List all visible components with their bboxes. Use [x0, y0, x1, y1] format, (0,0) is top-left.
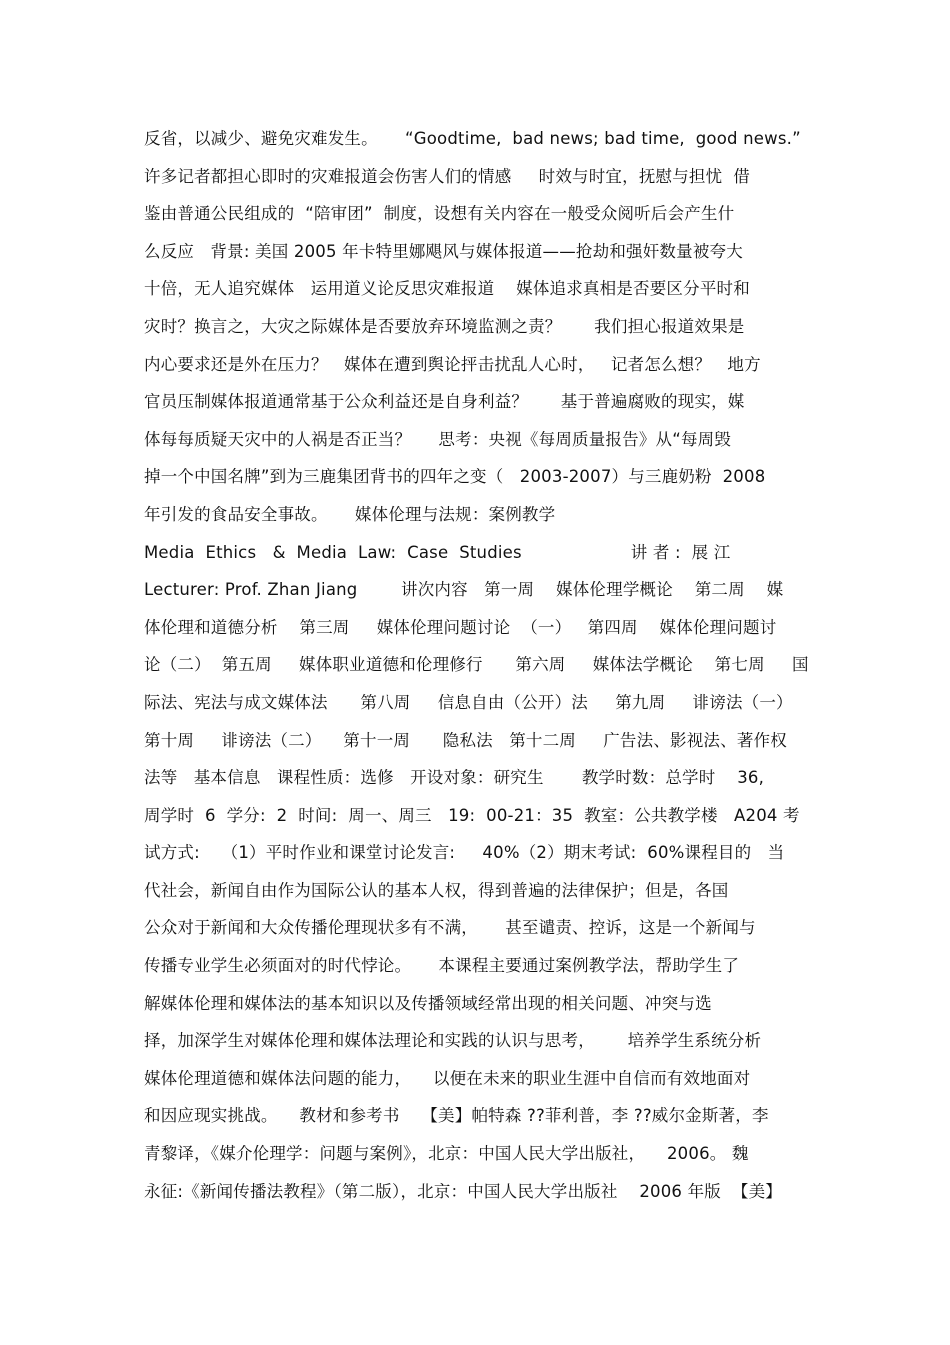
text-line: 内心要求还是外在压力？ 媒体在遭到舆论抨击扰乱人心时， 记者怎么想？ 地方: [144, 354, 761, 374]
body-text: [144, 120, 810, 1210]
text-line: 么反应 背景: 美国 2005 年卡特里娜飓风与媒体报道——抢劫和强奸数量被夸大: [144, 241, 743, 261]
text-line: 第十周 诽谤法（二） 第十一周 隐私法 第十二周 广告法、影视法、著作权: [144, 730, 787, 750]
text-line: 试方式: （1）平时作业和课堂讨论发言: 40%（2）期末考试: 60%课程目的 当: [144, 843, 785, 863]
text-line: 解媒体伦理和媒体法的基本知识以及传播领域经常出现的相关问题、冲突与选: [144, 993, 712, 1013]
text-line: 择，加深学生对媒体伦理和媒体法理论和实践的认识与思考， 培养学生系统分析: [144, 1031, 762, 1051]
text-line: 反省，以减少、避免灾难发生。 “Goodtime, bad news; bad time, good news.”: [144, 129, 801, 148]
text-line: 代社会，新闻自由作为国际公认的基本人权，得到普遍的法律保护；但是，各国: [144, 880, 729, 900]
text-line: 青黎译，《媒介伦理学：问题与案例》，北京：中国人民大学出版社， 2006。 魏: [144, 1144, 749, 1164]
text-line: Lecturer: Prof. Zhan Jiang 讲次内容 第一周 媒体伦理学概论 第二周 媒: [144, 580, 784, 600]
text-line: 体每每质疑天灾中的人祸是否正当？ 思考：央视《每周质量报告》从“每周毁: [144, 429, 732, 449]
text-line: 周学时 6 学分: 2 时间: 周一、周三 19: 00-21：35 教室：公共教学楼 A204 考: [144, 805, 800, 825]
text-line: 体伦理和道德分析 第三周 媒体伦理问题讨论 （一） 第四周 媒体伦理问题讨: [144, 617, 777, 637]
text-line: 年引发的食品安全事故。 媒体伦理与法规：案例教学: [144, 504, 556, 524]
text-line: 灾时？换言之，大灾之际媒体是否要放弃环境监测之责？ 我们担心报道效果是: [144, 316, 745, 336]
text-line: 公众对于新闻和大众传播伦理现状多有不满， 甚至谴责、控诉，这是一个新闻与: [144, 918, 756, 938]
text-line: 论（二） 第五周 媒体职业道德和伦理修行 第六周 媒体法学概论 第七周 国: [144, 655, 809, 675]
text-line: 法等 基本信息 课程性质：选修 开设对象：研究生 教学时数：总学时 36,: [144, 768, 765, 788]
text-line: 官员压制媒体报道通常基于公众利益还是自身利益？ 基于普遍腐败的现实，媒: [144, 392, 745, 412]
text-line: 和因应现实挑战。 教材和参考书 【美】帕特森 ??菲利普，李 ??威尔金斯著，李: [144, 1106, 769, 1126]
text-line: 永征:《新闻传播法教程》（第二版），北京：中国人民大学出版社 2006 年版 【美】: [144, 1181, 782, 1201]
text-line: 鉴由普通公民组成的 “陪审团” 制度，设想有关内容在一般受众阅听后会产生什: [144, 204, 735, 224]
text-line: Media Ethics & Media Law: Case Studies 讲 者 : 展 江: [144, 542, 731, 562]
text-line: 掉一个中国名牌”到为三鹿集团背书的四年之变（ 2003-2007）与三鹿奶粉 2008: [144, 467, 766, 487]
text-line: 传播专业学生必须面对的时代悖论。 本课程主要通过案例教学法，帮助学生了: [144, 956, 740, 976]
text-line: 许多记者都担心即时的灾难报道会伤害人们的情感 时效与时宜，抚慰与担忧 借: [144, 166, 750, 186]
text-line: 媒体伦理道德和媒体法问题的能力， 以便在未来的职业生涯中自信而有效地面对: [144, 1068, 751, 1088]
text-line: 十倍，无人追究媒体 运用道义论反思灾难报道 媒体追求真相是否要区分平时和: [144, 279, 750, 299]
text-line: 际法、宪法与成文媒体法 第八周 信息自由（公开）法 第九周 诽谤法（一）: [144, 692, 793, 712]
